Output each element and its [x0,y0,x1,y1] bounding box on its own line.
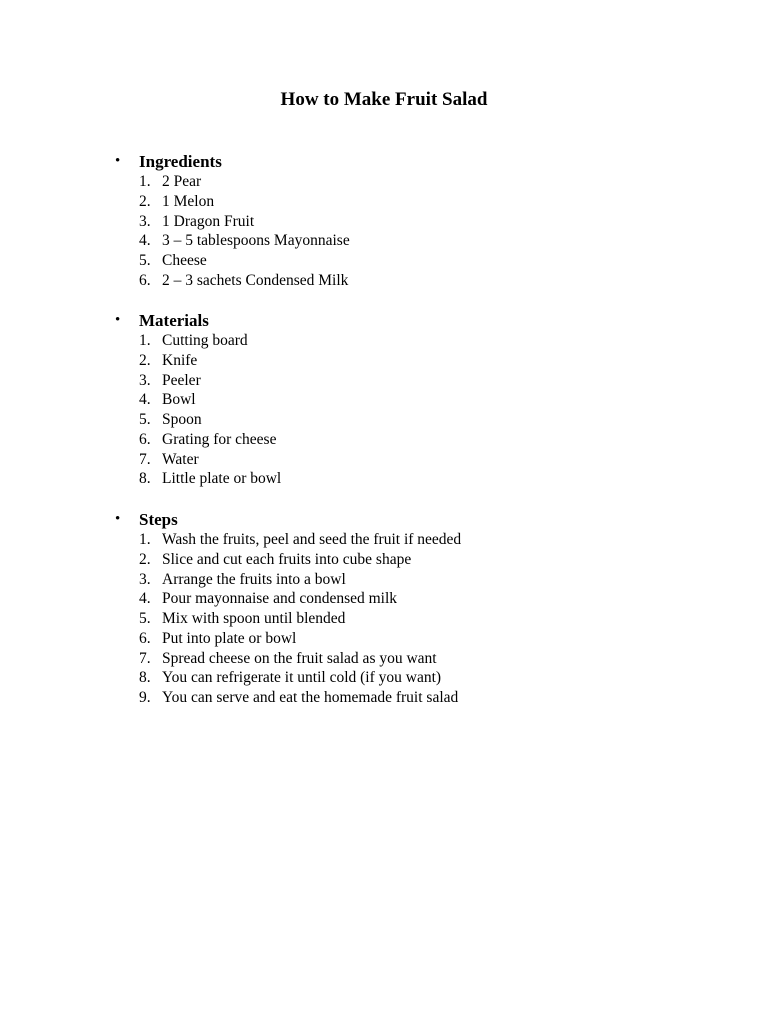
item-number: 5. [139,252,151,269]
list-item [0,550,768,570]
list-item [0,530,768,550]
list-item [0,469,768,489]
list-item [0,668,768,688]
list-item [0,331,768,351]
item-text: Cheese [162,252,207,269]
list-item [0,410,768,430]
item-number: 8. [139,470,151,488]
item-number: 3. [139,212,151,230]
item-text: Spoon [162,411,202,428]
item-text: Put into plate or bowl [162,629,297,647]
list-item [0,212,768,232]
section-heading: Steps [139,510,178,529]
list-item [0,371,768,391]
item-text: You can refrigerate it until cold (if you want) [162,669,442,687]
item-number: 1. [139,531,151,548]
materials-list [0,331,768,489]
list-item [0,570,768,590]
list-item [0,609,768,629]
ingredients-list [0,172,768,291]
list-item [0,351,768,371]
item-text: Mix with spoon until blended [162,610,346,627]
item-number: 5. [139,411,151,428]
item-text: You can serve and eat the homemade fruit salad [162,689,459,706]
item-text: Little plate or bowl [162,470,282,488]
page-title: How to Make Fruit Salad [280,89,488,110]
section-heading: Materials [139,311,209,330]
item-text: 2 Pear [162,173,202,190]
steps-list [0,530,768,708]
item-text: Water [162,450,199,468]
item-text: 1 Dragon Fruit [162,212,255,230]
list-item [0,589,768,609]
item-number: 6. [139,629,151,647]
list-item [0,192,768,212]
item-text: Arrange the fruits into a bowl [162,570,346,588]
section-materials [0,310,768,489]
list-item [0,172,768,192]
bullet-icon: • [115,153,121,169]
item-number: 2. [139,550,151,568]
list-item [0,251,768,271]
item-text: Spread cheese on the fruit salad as you want [162,649,437,667]
item-number: 8. [139,669,151,687]
item-number: 4. [139,590,151,608]
list-item [0,430,768,450]
section-ingredients [0,151,768,291]
item-number: 3. [139,371,151,389]
item-number: 7. [139,450,151,468]
item-number: 2. [139,192,151,210]
section-header [0,509,768,530]
item-number: 5. [139,610,151,627]
item-text: 3 – 5 tablespoons Mayonnaise [162,232,350,250]
section-steps [0,509,768,708]
item-text: Peeler [162,371,201,389]
item-number: 7. [139,649,151,667]
item-number: 6. [139,271,151,289]
list-item [0,390,768,410]
item-number: 6. [139,430,151,448]
item-text: Wash the fruits, peel and seed the fruit if needed [162,531,462,548]
bullet-icon: • [115,511,121,527]
list-item [0,450,768,470]
item-number: 1. [139,332,151,349]
item-text: Bowl [162,391,196,409]
section-header [0,151,768,172]
item-text: Cutting board [162,332,248,349]
list-item [0,271,768,291]
item-number: 3. [139,570,151,588]
item-number: 4. [139,232,151,250]
list-item [0,231,768,251]
item-text: 2 – 3 sachets Condensed Milk [162,271,349,289]
list-item [0,688,768,708]
item-text: Grating for cheese [162,430,277,448]
item-number: 2. [139,351,151,369]
item-number: 4. [139,391,151,409]
bullet-icon: • [115,312,121,328]
item-text: 1 Melon [162,192,215,210]
list-item [0,649,768,669]
item-text: Pour mayonnaise and condensed milk [162,590,398,608]
section-header [0,310,768,331]
list-item [0,629,768,649]
item-number: 1. [139,173,151,190]
item-text: Knife [162,351,198,369]
section-heading: Ingredients [139,152,222,171]
item-number: 9. [139,689,151,706]
item-text: Slice and cut each fruits into cube shape [162,550,412,568]
